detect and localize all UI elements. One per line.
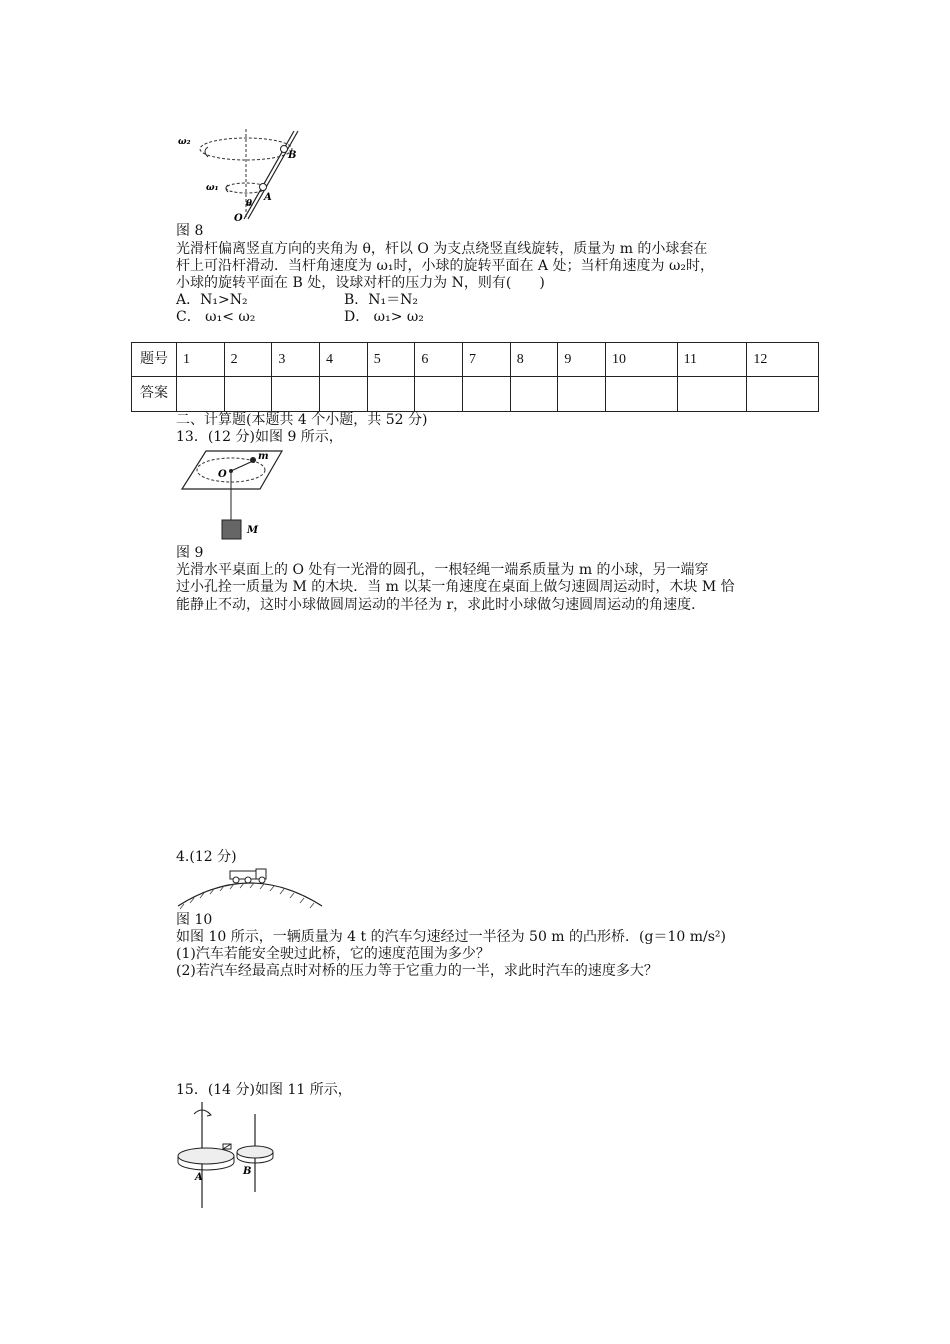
q14-line1: 如图 10 所示，一辆质量为 4 t 的汽车匀速经过一半径为 50 m 的凸形桥．(g＝10 m/s²)	[176, 929, 726, 945]
fig11-label-A: A	[195, 1172, 203, 1183]
answer-table-number: 3	[272, 343, 320, 377]
q13-line3: 能静止不动，这时小球做圆周运动的半径为 r，求此时小球做匀速圆周运动的角速度．	[176, 597, 706, 613]
answer-cell[interactable]	[510, 377, 558, 412]
fig9-label-m: m	[258, 451, 269, 462]
q12-option-c: C． ω₁< ω₂	[176, 309, 256, 325]
fig8-label-theta: θ	[246, 199, 253, 209]
fig8-label-O: O	[234, 213, 243, 223]
q13-line2: 过小孔拴一质量为 M 的木块．当 m 以某一角速度在桌面上做匀速圆周运动时，木块 M 恰	[176, 579, 735, 595]
answer-table-number-row	[132, 343, 819, 377]
answer-cell[interactable]	[224, 377, 272, 412]
answer-table-answer-row	[132, 377, 819, 412]
q15-heading: 15．(14 分)如图 11 所示，	[176, 1082, 352, 1098]
fig10-caption: 图 10	[176, 912, 213, 928]
answer-table-number: 4	[320, 343, 368, 377]
q12-stem-line1: 光滑杆偏离竖直方向的夹角为 θ，杆以 O 为支点绕竖直线旋转，质量为 m 的小球套在	[176, 241, 708, 257]
fig8-label-A: A	[264, 192, 272, 203]
answer-table-number: 2	[224, 343, 272, 377]
q12-option-b: B．N₁＝N₂	[344, 292, 419, 308]
figure-11-discs	[176, 1100, 276, 1210]
answer-table-number: 6	[415, 343, 463, 377]
section2-title: 二、计算题(本题共 4 个小题，共 52 分)	[176, 412, 428, 428]
answer-table-number: 12	[747, 343, 819, 377]
answer-table-number: 8	[510, 343, 558, 377]
figure-10-convex-bridge	[176, 866, 324, 910]
answer-cell[interactable]	[747, 377, 819, 412]
fig11-label-B: B	[243, 1166, 252, 1177]
fig8-label-w1: ω₁	[206, 183, 219, 193]
answer-cell[interactable]	[606, 377, 678, 412]
q12-stem-line2: 杆上可沿杆滑动．当杆角速度为 ω₁时，小球的旋转平面在 A 处；当杆角速度为 ω₂时，	[176, 258, 714, 274]
figure-8-rotating-rod	[176, 125, 306, 223]
answer-cell[interactable]	[463, 377, 511, 412]
answer-table-number: 10	[606, 343, 678, 377]
answer-table-header-answer: 答案	[132, 377, 177, 412]
fig9-caption: 图 9	[176, 545, 204, 561]
answer-cell[interactable]	[177, 377, 225, 412]
q14-line2: (1)汽车若能安全驶过此桥，它的速度范围为多少？	[176, 946, 490, 962]
answer-table	[131, 342, 819, 412]
answer-cell[interactable]	[558, 377, 606, 412]
answer-cell[interactable]	[272, 377, 320, 412]
q13-line1: 光滑水平桌面上的 O 处有一光滑的圆孔，一根轻绳一端系质量为 m 的小球，另一端穿	[176, 562, 709, 578]
answer-table-number: 9	[558, 343, 606, 377]
fig9-label-M: M	[247, 525, 259, 536]
answer-table-number: 11	[677, 343, 747, 377]
answer-cell[interactable]	[320, 377, 368, 412]
answer-table-number: 5	[367, 343, 415, 377]
answer-cell[interactable]	[367, 377, 415, 412]
q12-option-a: A．N₁>N₂	[176, 292, 248, 308]
q12-option-d: D． ω₁> ω₂	[344, 309, 424, 325]
answer-table-number: 7	[463, 343, 511, 377]
answer-cell[interactable]	[677, 377, 747, 412]
fig9-label-O: O	[218, 469, 227, 480]
q14-line3: (2)若汽车经最高点时对桥的压力等于它重力的一半，求此时汽车的速度多大？	[176, 963, 658, 979]
q14-heading: 4.(12 分)	[176, 849, 237, 865]
answer-table-header-number: 题号	[132, 343, 177, 377]
answer-table-number: 1	[177, 343, 225, 377]
answer-cell[interactable]	[415, 377, 463, 412]
q13-heading: 13．(12 分)如图 9 所示，	[176, 429, 343, 445]
fig8-label-w2: ω₂	[178, 137, 191, 147]
fig8-label-B: B	[288, 150, 297, 161]
q12-stem-line3: 小球的旋转平面在 B 处，设球对杆的压力为 N，则有( )	[176, 275, 545, 291]
figure-9-table-hole	[176, 448, 286, 544]
fig8-caption: 图 8	[176, 223, 204, 239]
